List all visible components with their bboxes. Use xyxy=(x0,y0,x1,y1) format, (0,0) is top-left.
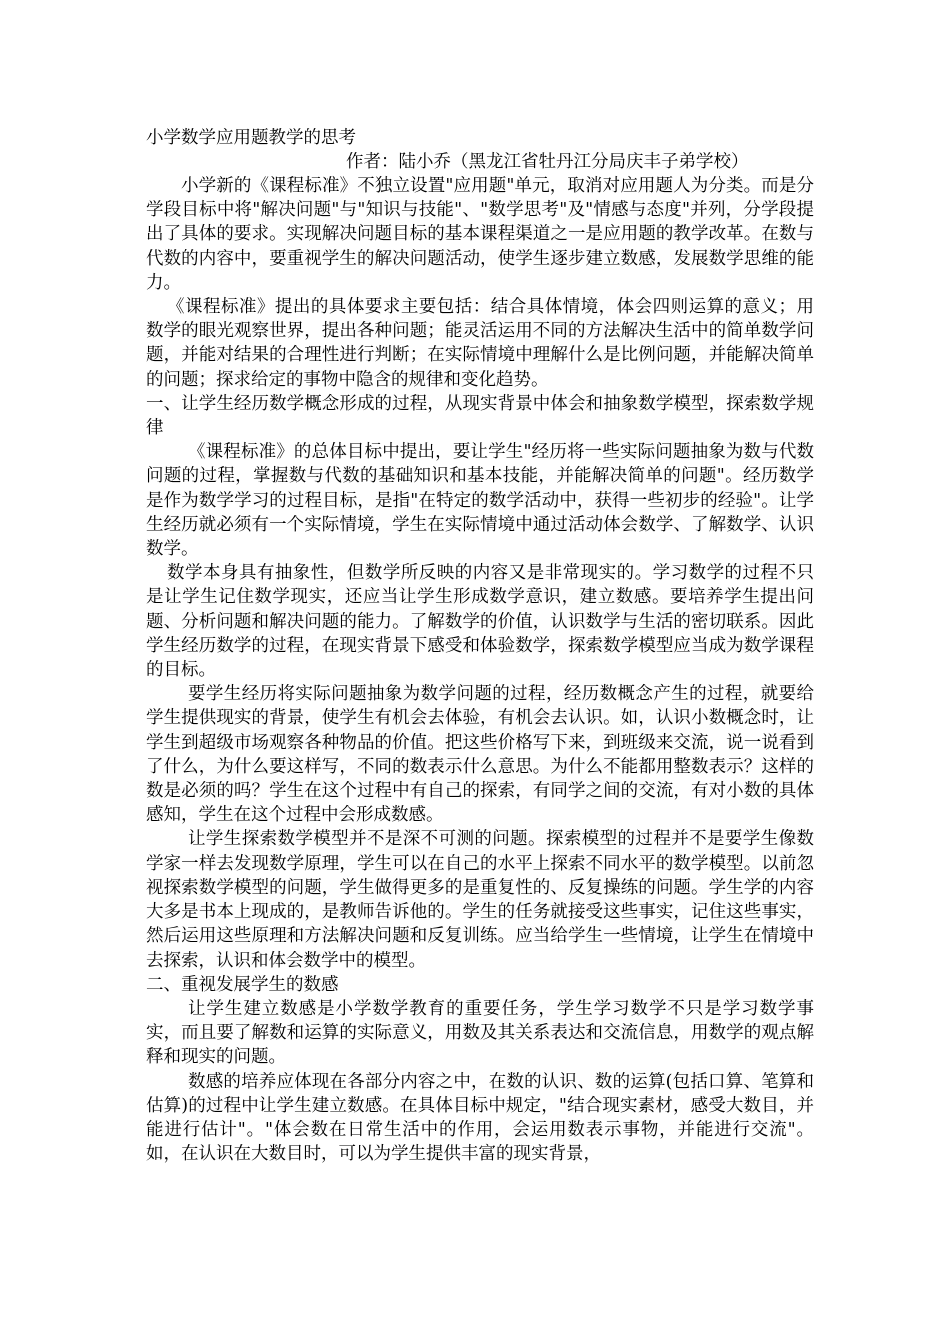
paragraph-abstraction: 数学本身具有抽象性，但数学所反映的内容又是非常现实的。学习数学的过程不只是让学生记住数学现实，还应当让学生形成数学意识，建立数感。要培养学生提出问题、分析问题和解决问题的能力。了解数学的价值，认识数学与生活的密切联系。因此学生经历数学的过程，在现实背景下感受和体验数学，探索数学模型应当成为数学课程的目标。 xyxy=(146,563,814,681)
document-page xyxy=(146,126,814,1166)
paragraph-number-sense-training: 数感的培养应体现在各部分内容之中，在数的认识、数的运算(包括口算、笔算和估算)的过程中让学生建立数感。在具体目标中规定，"结合现实素材，感受大数目，并能进行估计"。"体会数在日常生活中的作用，会运用数表示事物，并能进行交流"。如，在认识在大数目时，可以为学生提供丰富的现实背景， xyxy=(146,1071,814,1165)
paragraph-number-sense: 让学生建立数感是小学数学教育的重要任务，学生学习数学不只是学习数学事实，而且要了解数和运算的实际意义，用数及其关系表达和交流信息，用数学的观点解释和现实的问题。 xyxy=(146,998,814,1068)
section-heading-1: 一、让学生经历数学概念形成的过程，从现实背景中体会和抽象数学模型，探索数学规律 xyxy=(146,393,814,439)
section-heading-2: 二、重视发展学生的数感 xyxy=(146,974,339,995)
paragraph-models: 让学生探索数学模型并不是深不可测的问题。探索模型的过程并不是要学生像数学家一样去发现数学原理，学生可以在自己的水平上探索不同水平的数学模型。以前忽视探索数学模型的问题，学生做得更多的是重复性的、反复操练的问题。学生学的内容大多是书本上现成的，是教师告诉他的。学生的任务就接受这些事实，记住这些事实，然后运用这些原理和方法解决问题和反复训练。应当给学生一些情境，让学生在情境中去探索，认识和体会数学中的模型。 xyxy=(146,829,814,971)
document-author: 作者：陆小乔（黑龙江省牡丹江分局庆丰子弟学校） xyxy=(346,152,749,172)
paragraph-experience: 要学生经历将实际问题抽象为数学问题的过程，经历数概念产生的过程，就要给学生提供现实的背景，使学生有机会去体验，有机会去认识。如，认识小数概念时，让学生到超级市场观察各种物品的价值。把这些价格写下来，到班级来交流，说一说看到了什么，为什么要这样写，不同的数表示什么意思。为什么不能都用整数表示？这样的数是必须的吗？学生在这个过程中有自己的探索，有同学之间的交流，有对小数的具体感知，学生在这个过程中会形成数感。 xyxy=(146,684,814,826)
paragraph-standards: 《课程标准》提出的具体要求主要包括：结合具体情境，体会四则运算的意义；用数学的眼光观察世界，提出各种问题；能灵活运用不同的方法解决生活中的简单数学问题，并能对结果的合理性进行判断；在实际情境中理解什么是比例问题，并能解决简单的问题；探求给定的事物中隐含的规律和变化趋势。 xyxy=(146,297,814,390)
paragraph-intro: 小学新的《课程标准》不独立设置"应用题"单元，取消对应用题人为分类。而是分学段目标中将"解决问题"与"知识与技能"、"数学思考"及"情感与态度"并列，分学段提出了具体的要求。实现解决问题目标的基本课程渠道之一是应用题的教学改革。在数与代数的内容中，要重视学生的解决问题活动，使学生逐步建立数感，发展数学思维的能力。 xyxy=(146,176,814,293)
document-title: 小学数学应用题教学的思考 xyxy=(146,128,356,148)
paragraph-goals: 《课程标准》的总体目标中提出，要让学生"经历将一些实际问题抽象为数与代数问题的过程，掌握数与代数的基础知识和基本技能，并能解决简单的问题"。经历数学是作为数学学习的过程目标，是指"在特定的数学活动中，获得一些初步的经验"。让学生经历就必须有一个实际情境，学生在实际情境中通过活动体会数学、了解数学、认识数学。 xyxy=(146,442,814,560)
